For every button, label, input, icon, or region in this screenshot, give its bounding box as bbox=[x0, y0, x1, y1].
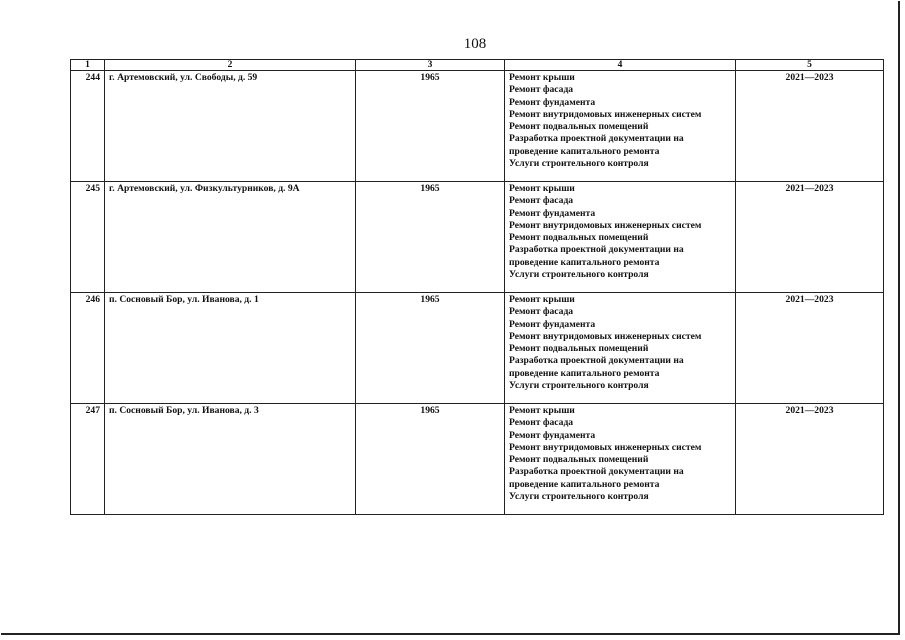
work-item: Ремонт подвальных помещений bbox=[509, 454, 649, 466]
work-item: Услуги строительного контроля bbox=[509, 158, 649, 170]
work-item: Ремонт крыши bbox=[509, 72, 575, 83]
row-year: 1965 bbox=[356, 404, 505, 515]
row-address: п. Сосновый Бор, ул. Иванова, д. 1 bbox=[105, 293, 356, 404]
work-item: Разработка проектной документации на bbox=[509, 355, 684, 367]
work-item: Разработка проектной документации на bbox=[509, 466, 684, 478]
header-cell-1: 1 bbox=[71, 60, 105, 71]
work-item: Услуги строительного контроля bbox=[509, 491, 649, 503]
work-item: Ремонт крыши bbox=[509, 405, 575, 416]
row-period: 2021—2023 bbox=[736, 404, 884, 515]
work-item: Ремонт фасада bbox=[509, 84, 574, 96]
row-works bbox=[505, 182, 736, 293]
work-item: Ремонт внутридомовых инженерных систем bbox=[509, 330, 702, 342]
row-number: 247 bbox=[71, 404, 105, 515]
header-cell-3: 3 bbox=[356, 60, 505, 71]
work-item: Разработка проектной документации на bbox=[509, 133, 684, 145]
table-row bbox=[71, 182, 884, 293]
table-row bbox=[71, 71, 884, 182]
work-item: Услуги строительного контроля bbox=[509, 380, 649, 392]
work-item: Ремонт фундамента bbox=[509, 318, 596, 330]
work-item: проведение капитального ремонта bbox=[509, 478, 660, 490]
work-item: Услуги строительного контроля bbox=[509, 269, 649, 281]
work-item: Ремонт фасада bbox=[509, 306, 574, 318]
work-item: Ремонт крыши bbox=[509, 294, 575, 305]
row-year: 1965 bbox=[356, 71, 505, 182]
table-row bbox=[71, 293, 884, 404]
work-item: Ремонт подвальных помещений bbox=[509, 343, 649, 355]
work-item: проведение капитального ремонта bbox=[509, 145, 660, 157]
row-address: п. Сосновый Бор, ул. Иванова, д. 3 bbox=[105, 404, 356, 515]
row-works bbox=[505, 404, 736, 515]
row-address: г. Артемовский, ул. Свободы, д. 59 bbox=[105, 71, 356, 182]
page-number: 108 bbox=[463, 36, 487, 52]
work-item: проведение капитального ремонта bbox=[509, 367, 660, 379]
row-number: 246 bbox=[71, 293, 105, 404]
row-period: 2021—2023 bbox=[736, 293, 884, 404]
work-item: Ремонт фундамента bbox=[509, 96, 596, 108]
registry-table bbox=[70, 59, 884, 515]
row-address: г. Артемовский, ул. Физкультурников, д. 9А bbox=[105, 182, 356, 293]
row-works bbox=[505, 71, 736, 182]
work-item: Ремонт подвальных помещений bbox=[509, 121, 649, 133]
table-body bbox=[71, 71, 884, 515]
header-row bbox=[71, 60, 884, 71]
work-item: Ремонт внутридомовых инженерных систем bbox=[509, 441, 702, 453]
work-item: Разработка проектной документации на bbox=[509, 244, 684, 256]
row-period: 2021—2023 bbox=[736, 182, 884, 293]
header-cell-5: 5 bbox=[736, 60, 884, 71]
work-item: Ремонт фасада bbox=[509, 195, 574, 207]
table-row bbox=[71, 404, 884, 515]
work-item: Ремонт фундамента bbox=[509, 429, 596, 441]
work-item: Ремонт подвальных помещений bbox=[509, 232, 649, 244]
work-item: Ремонт внутридомовых инженерных систем bbox=[509, 108, 702, 120]
work-item: Ремонт фасада bbox=[509, 417, 574, 429]
work-item: Ремонт крыши bbox=[509, 183, 575, 194]
header-cell-2: 2 bbox=[105, 60, 356, 71]
work-item: проведение капитального ремонта bbox=[509, 256, 660, 268]
row-year: 1965 bbox=[356, 182, 505, 293]
work-item: Ремонт фундамента bbox=[509, 207, 596, 219]
header-cell-4: 4 bbox=[505, 60, 736, 71]
row-works bbox=[505, 293, 736, 404]
row-number: 245 bbox=[71, 182, 105, 293]
row-period: 2021—2023 bbox=[736, 71, 884, 182]
work-item: Ремонт внутридомовых инженерных систем bbox=[509, 219, 702, 231]
row-number: 244 bbox=[71, 71, 105, 182]
row-year: 1965 bbox=[356, 293, 505, 404]
table-header bbox=[71, 60, 884, 71]
